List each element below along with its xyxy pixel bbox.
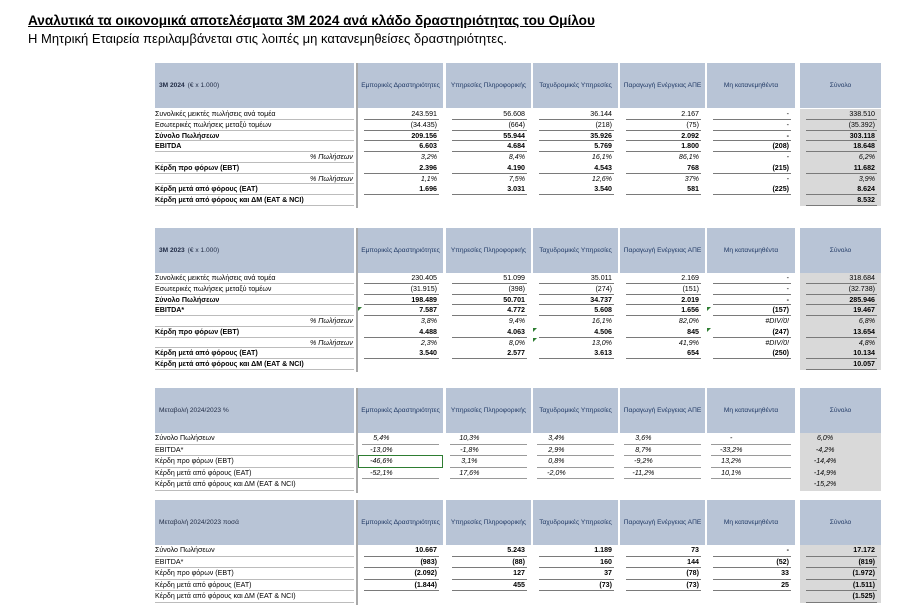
section-title: Μεταβολή 2024/2023 %: [159, 406, 229, 414]
value-cell: 6,2%: [858, 153, 875, 161]
column-header: Μη κατανεμηθέντα: [707, 388, 795, 433]
value-cell: 33: [781, 569, 789, 578]
value-cell: 2,3%: [420, 338, 437, 347]
value-cell: #DIV/0!: [765, 338, 789, 347]
column-header: Σύνολο: [800, 388, 881, 433]
value-cell: 2.092: [681, 131, 699, 140]
value-cell: 3.540: [419, 349, 437, 358]
row-label: Κέρδη μετά από φόρους (EAT): [155, 185, 258, 194]
value-cell: -: [786, 120, 789, 129]
column-header: Μη κατανεμηθέντα: [707, 500, 795, 545]
column-header: Υπηρεσίες Πληροφορικής: [446, 500, 531, 545]
value-cell: 0,8%: [548, 457, 565, 466]
value-cell: 56.608: [503, 110, 525, 118]
cell-rule: [539, 358, 614, 359]
value-cell: -11,2%: [632, 468, 655, 477]
value-cell: (34.435): [410, 120, 437, 129]
value-cell: 455: [513, 580, 525, 589]
value-cell: 16,1%: [591, 153, 612, 161]
value-cell: 3,8%: [420, 317, 437, 325]
value-cell: -14,9%: [813, 468, 837, 477]
value-cell: (215): [772, 163, 789, 172]
row-label: Σύνολο Πωλήσεων: [155, 295, 220, 304]
value-cell: 243.591: [411, 110, 437, 118]
value-cell: -52,1%: [370, 468, 393, 477]
row-label: % Πωλήσεων: [310, 174, 353, 183]
value-cell: (274): [595, 284, 612, 293]
value-cell: -9,2%: [634, 457, 653, 466]
value-cell: -: [786, 284, 789, 293]
value-cell: 3,1%: [461, 457, 478, 466]
value-cell: 144: [687, 557, 699, 566]
value-cell: 4.772: [507, 306, 525, 315]
value-cell: 17.172: [853, 546, 875, 554]
value-cell: (32.738): [848, 284, 875, 293]
cell-rule: [713, 590, 791, 591]
section-period: 3M 2023: [159, 246, 185, 254]
column-header: Εμπορικές Δραστηριότητες: [358, 63, 443, 108]
row-label: Σύνολο Πωλήσεων: [155, 131, 220, 140]
value-cell: 55.944: [503, 131, 525, 140]
page-title: Αναλυτικά τα οικονομικά αποτελέσματα 3M 2024 ανά κλάδο δραστηριότητας του Ομίλου: [28, 13, 595, 28]
value-cell: 50.701: [503, 295, 525, 304]
value-cell: (664): [508, 120, 525, 129]
value-cell: 3,2%: [420, 153, 437, 161]
value-cell: 4.684: [507, 142, 525, 151]
row-rule: [155, 140, 354, 141]
value-cell: (218): [595, 120, 612, 129]
row-label: EBITDA*: [155, 557, 184, 566]
row-label: Κέρδη μετά από φόρους και ΔΜ (EAT & NCI): [155, 196, 304, 204]
value-cell: 5.243: [507, 546, 525, 554]
value-cell: 7,5%: [508, 174, 525, 183]
value-cell: 1.189: [594, 546, 612, 554]
value-cell: 5,4%: [373, 434, 390, 442]
value-cell: -: [786, 131, 789, 140]
row-rule: [155, 205, 354, 206]
cell-rule: [452, 590, 527, 591]
value-cell: 3.540: [594, 185, 612, 194]
cell-rule: [364, 194, 439, 195]
cell-rule: [624, 478, 701, 479]
column-header: Παραγωγή Ενέργειας ΑΠΕ: [620, 500, 705, 545]
value-cell: -: [786, 153, 789, 161]
row-label: Εσωτερικές πωλήσεις μεταξύ τομέων: [155, 284, 272, 293]
column-header: Μη κατανεμηθέντα: [707, 228, 795, 273]
value-cell: 303.118: [849, 131, 875, 140]
page-subtitle: Η Μητρική Εταιρεία περιλαμβάνεται στις λοιπές μη κατανεμηθείσες δραστηριότητες.: [28, 31, 507, 46]
row-label: Κέρδη προ φόρων (EBT): [155, 457, 234, 466]
value-cell: 37: [604, 569, 612, 578]
cell-rule: [364, 358, 439, 359]
value-cell: -14,4%: [813, 457, 837, 466]
value-cell: 2.396: [419, 163, 437, 172]
value-cell: 3,9%: [858, 174, 875, 183]
value-cell: (208): [772, 142, 789, 151]
cell-rule: [452, 194, 527, 195]
value-cell: 8.624: [857, 185, 875, 194]
value-cell: -: [786, 174, 789, 183]
value-cell: -: [786, 295, 789, 304]
value-cell: 2.167: [681, 110, 699, 118]
cell-error-indicator: [707, 328, 711, 332]
value-cell: 6,8%: [858, 317, 875, 325]
value-cell: 127: [513, 569, 525, 578]
value-cell: 581: [687, 185, 699, 194]
value-cell: 10,1%: [721, 468, 742, 477]
row-label: Κέρδη προ φόρων (EBT): [155, 569, 234, 578]
value-cell: -1,8%: [460, 445, 479, 454]
row-label: % Πωλήσεων: [310, 338, 353, 347]
value-cell: (2.092): [414, 569, 437, 578]
section-unit: (€ x 1.000): [187, 246, 220, 254]
column-header: Υπηρεσίες Πληροφορικής: [446, 63, 531, 108]
value-cell: 4.543: [594, 163, 612, 172]
row-label: Συνολικές μεικτές πωλήσεις ανά τομέα: [155, 110, 276, 118]
column-header: Εμπορικές Δραστηριότητες: [358, 228, 443, 273]
value-cell: 2,9%: [548, 445, 565, 454]
value-cell: 17,6%: [459, 468, 480, 477]
column-header: Εμπορικές Δραστηριότητες: [358, 500, 443, 545]
value-cell: -13,0%: [370, 445, 393, 454]
value-cell: (1.511): [852, 580, 875, 589]
value-cell: (1.844): [414, 580, 437, 589]
value-cell: 654: [687, 349, 699, 358]
row-label: Κέρδη μετά από φόρους και ΔΜ (EAT & NCI): [155, 480, 296, 489]
cell-rule: [539, 194, 614, 195]
cell-rule: [626, 590, 701, 591]
value-cell: -4,2%: [815, 445, 835, 454]
value-cell: (983): [420, 557, 437, 566]
row-label: Κέρδη μετά από φόρους (EAT): [155, 580, 252, 589]
column-header: Παραγωγή Ενέργειας ΑΠΕ: [620, 228, 705, 273]
value-cell: 3.613: [594, 349, 612, 358]
value-cell: 285.946: [849, 295, 875, 304]
row-label: Κέρδη προ φόρων (EBT): [155, 327, 240, 336]
value-cell: 4.488: [419, 327, 437, 336]
row-label: Κέρδη μετά από φόρους (EAT): [155, 349, 258, 358]
value-cell: 318.684: [849, 274, 875, 282]
value-cell: (819): [858, 557, 875, 566]
value-cell: (35.392): [848, 120, 875, 129]
value-cell: -33,2%: [719, 445, 743, 454]
value-cell: (75): [686, 120, 699, 129]
value-cell: 768: [687, 163, 699, 172]
value-cell: 9,4%: [508, 317, 525, 325]
value-cell: 230.405: [411, 274, 437, 282]
column-header: Ταχυδρομικές Υπηρεσίες: [533, 63, 618, 108]
row-label: Σύνολο Πωλήσεων: [155, 434, 215, 442]
row-label: Συνολικές μεικτές πωλήσεις ανά τομέα: [155, 274, 276, 282]
section-header: [155, 228, 354, 273]
value-cell: (78): [686, 569, 699, 578]
section-header: [155, 63, 354, 108]
value-cell: 19.467: [853, 306, 875, 315]
section-period: 3M 2024: [159, 81, 185, 89]
value-cell: 2.169: [681, 274, 699, 282]
column-header: Παραγωγή Ενέργειας ΑΠΕ: [620, 388, 705, 433]
value-cell: 1.800: [681, 142, 699, 151]
cell-rule: [806, 602, 877, 603]
column-header: Σύνολο: [800, 63, 881, 108]
value-cell: 8,0%: [508, 338, 525, 347]
column-header: Εμπορικές Δραστηριότητες: [358, 388, 443, 433]
value-cell: 51.099: [503, 274, 525, 282]
value-cell: 338.510: [849, 110, 875, 118]
row-rule: [155, 556, 354, 557]
value-cell: 6,0%: [817, 434, 834, 442]
row-label: Εσωτερικές πωλήσεις μεταξύ τομέων: [155, 120, 272, 129]
value-cell: 3,6%: [635, 434, 652, 442]
value-cell: -: [786, 546, 789, 554]
cell-rule: [806, 205, 877, 206]
value-cell: 10.667: [415, 546, 437, 554]
value-cell: 6.603: [419, 142, 437, 151]
cell-rule: [362, 478, 439, 479]
value-cell: 35.926: [590, 131, 612, 140]
value-cell: 4.190: [507, 163, 525, 172]
value-cell: 8,4%: [508, 153, 525, 161]
row-rule: [155, 304, 354, 305]
cell-rule: [713, 358, 791, 359]
row-label: Σύνολο Πωλήσεων: [155, 546, 215, 554]
value-cell: 845: [687, 327, 699, 336]
cell-rule: [539, 590, 614, 591]
value-cell: (250): [772, 349, 789, 358]
value-cell: 1.656: [681, 306, 699, 315]
column-header: Σύνολο: [800, 500, 881, 545]
column-header: Ταχυδρομικές Υπηρεσίες: [533, 388, 618, 433]
value-cell: 8.532: [857, 196, 875, 204]
value-cell: (151): [682, 284, 699, 293]
value-cell: (157): [772, 306, 789, 315]
cell-rule: [450, 478, 527, 479]
cell-rule: [364, 590, 439, 591]
value-cell: (73): [686, 580, 699, 589]
value-cell: -: [730, 434, 733, 442]
value-cell: (398): [508, 284, 525, 293]
cell-error-indicator: [707, 307, 711, 311]
value-cell: 37%: [684, 174, 699, 183]
value-cell: 209.156: [411, 131, 437, 140]
value-cell: -15,2%: [813, 480, 837, 489]
cell-rule: [806, 369, 877, 370]
value-cell: 160: [600, 557, 612, 566]
row-rule: [155, 602, 354, 603]
row-label: Κέρδη μετά από φόρους (EAT): [155, 468, 252, 477]
value-cell: 13,0%: [591, 338, 612, 347]
row-rule: [155, 490, 354, 491]
value-cell: 25: [781, 580, 789, 589]
row-label: % Πωλήσεων: [310, 153, 353, 161]
value-cell: -: [786, 274, 789, 282]
value-cell: 10,3%: [459, 434, 480, 442]
value-cell: 10.134: [853, 349, 875, 358]
row-label: % Πωλήσεων: [310, 317, 353, 325]
cell-error-indicator: [533, 328, 537, 332]
row-label: Κέρδη μετά από φόρους και ΔΜ (EAT & NCI): [155, 592, 296, 601]
row-rule: [155, 444, 354, 445]
cell-error-indicator: [533, 338, 537, 342]
cell-rule: [626, 358, 701, 359]
value-cell: 34.737: [590, 295, 612, 304]
value-cell: 3,4%: [548, 434, 565, 442]
column-header: Υπηρεσίες Πληροφορικής: [446, 388, 531, 433]
row-label: Κέρδη μετά από φόρους και ΔΜ (EAT & NCI): [155, 360, 304, 368]
value-cell: (52): [776, 557, 789, 566]
value-cell: 8,7%: [635, 445, 652, 454]
section-unit: (€ x 1.000): [187, 81, 220, 89]
value-cell: 86,1%: [678, 153, 699, 161]
value-cell: 11.682: [853, 163, 875, 172]
value-cell: 4,8%: [858, 338, 875, 347]
value-cell: (1.525): [852, 592, 875, 601]
value-cell: (247): [772, 327, 789, 336]
column-header: Μη κατανεμηθέντα: [707, 63, 795, 108]
cell-rule: [537, 478, 614, 479]
value-cell: 82,0%: [678, 317, 699, 325]
value-cell: (73): [599, 580, 612, 589]
column-header: Ταχυδρομικές Υπηρεσίες: [533, 228, 618, 273]
row-label: Κέρδη προ φόρων (EBT): [155, 163, 240, 172]
value-cell: 73: [691, 546, 699, 554]
column-header: Σύνολο: [800, 228, 881, 273]
section-header: [155, 500, 354, 545]
value-cell: 2.577: [507, 349, 525, 358]
column-header: Παραγωγή Ενέργειας ΑΠΕ: [620, 63, 705, 108]
value-cell: 4.506: [594, 327, 612, 336]
value-cell: 18.648: [853, 142, 875, 151]
value-cell: 41,9%: [678, 338, 699, 347]
value-cell: 12,6%: [591, 174, 612, 183]
value-cell: 7.587: [419, 306, 437, 315]
value-cell: 3.031: [507, 185, 525, 194]
row-label: EBITDA*: [155, 445, 184, 454]
value-cell: #DIV/0!: [765, 317, 789, 325]
value-cell: 4.063: [507, 327, 525, 336]
section-title: Μεταβολή 2024/2023 ποσά: [159, 518, 239, 526]
cell-rule: [626, 194, 701, 195]
row-label: EBITDA*: [155, 306, 185, 315]
row-rule: [155, 369, 354, 370]
value-cell: (88): [512, 557, 525, 566]
value-cell: 16,1%: [591, 317, 612, 325]
row-label: EBITDA: [155, 142, 182, 151]
value-cell: (1.972): [852, 569, 875, 578]
cell-rule: [711, 478, 791, 479]
cell-error-indicator: [358, 307, 362, 311]
selected-cell[interactable]: [358, 455, 443, 468]
value-cell: 198.489: [411, 295, 437, 304]
value-cell: (31.915): [410, 284, 437, 293]
value-cell: -2,0%: [547, 468, 566, 477]
value-cell: 13.654: [853, 327, 875, 336]
value-cell: (225): [772, 185, 789, 194]
value-cell: 36.144: [590, 110, 612, 118]
value-cell: 1.696: [419, 185, 437, 194]
value-cell: 10.057: [853, 360, 875, 368]
value-cell: -: [786, 110, 789, 118]
value-cell: 35.011: [590, 274, 612, 282]
value-cell: 5.769: [594, 142, 612, 151]
value-cell: 2.019: [681, 295, 699, 304]
value-cell: 13,2%: [721, 457, 742, 466]
value-cell: -46,6%: [370, 457, 393, 466]
value-cell: 1,1%: [420, 174, 437, 183]
value-cell: 5.608: [594, 306, 612, 315]
cell-rule: [452, 358, 527, 359]
column-header: Υπηρεσίες Πληροφορικής: [446, 228, 531, 273]
cell-rule: [713, 194, 791, 195]
column-header: Ταχυδρομικές Υπηρεσίες: [533, 500, 618, 545]
section-header: [155, 388, 354, 433]
